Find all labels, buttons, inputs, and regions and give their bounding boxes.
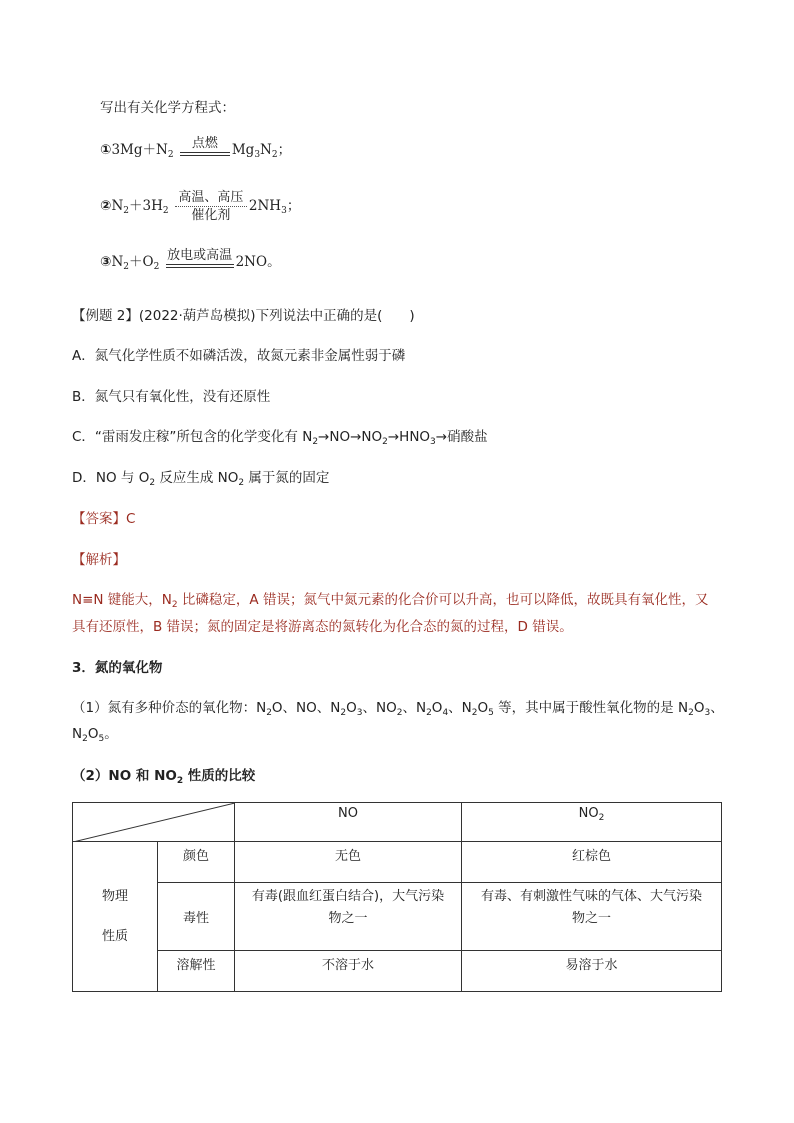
paragraph-1-line-2	[72, 722, 118, 742]
subscript: 2	[176, 776, 184, 786]
prop-cell: 颜色	[158, 842, 235, 883]
equation-1	[100, 136, 291, 158]
eq-left: ＋O	[128, 254, 154, 270]
option-text: 属于氮的固定	[244, 470, 330, 486]
analysis-text: 比磷稳定，A 错误；氮气中氮元素的化合价可以升高，也可以降低，故既具有氧化性，又	[177, 592, 709, 608]
para-text: O	[431, 700, 443, 716]
subscript: 2	[171, 600, 178, 610]
header-no2	[462, 803, 722, 842]
prop-cell: 溶解性	[158, 951, 235, 992]
no2-cell: 易溶于水	[462, 951, 722, 992]
condition-top: 点燃	[191, 136, 218, 151]
table-row	[73, 951, 722, 992]
eq-tail: ；	[286, 198, 301, 214]
group-label: 物理	[101, 888, 128, 904]
option-text: →HNO	[387, 429, 431, 445]
example-heading	[72, 304, 415, 324]
subscript: 3	[430, 437, 436, 447]
table-row	[73, 842, 722, 883]
para-text: 性质的比较	[183, 768, 256, 784]
subscript: 2	[382, 437, 388, 447]
answer-value: C	[126, 511, 136, 527]
no2-cell	[462, 883, 722, 951]
table-header-row	[73, 803, 722, 842]
reaction-condition	[164, 248, 236, 270]
eq-left: N	[111, 254, 124, 270]
para-text: N	[72, 726, 83, 742]
para-text: O	[693, 700, 705, 716]
analysis-label: 【解析】	[72, 552, 126, 568]
subscript: 5	[98, 734, 105, 744]
header-no	[235, 803, 462, 842]
intro-text: 写出有关化学方程式：	[100, 100, 235, 116]
equation-3	[100, 248, 281, 270]
para-text: O	[477, 700, 489, 716]
para-text: （1）氮有多种价态的氧化物：N	[72, 700, 267, 716]
para-text: 、	[710, 700, 724, 716]
table-row	[73, 883, 722, 951]
answer-label: 【答案】	[72, 511, 126, 527]
reaction-condition	[173, 190, 249, 223]
no-cell: 不溶于水	[235, 951, 462, 992]
subscript: 2	[312, 437, 319, 447]
analysis-text: N≡N 键能大，N	[72, 592, 172, 608]
group-label-cell	[73, 842, 158, 992]
option-text: D．NO 与 O	[72, 470, 150, 486]
eq-right: 2NO。	[235, 254, 281, 270]
condition-bottom: 催化剂	[191, 208, 231, 223]
para-text: （2）NO 和 NO	[72, 768, 177, 784]
eq-left: 3Mg＋N	[111, 142, 168, 158]
cell-text: 有毒(跟血红蛋白结合)，大气污染	[251, 889, 445, 904]
subscript: 2	[123, 262, 129, 272]
para-text: 。	[104, 726, 118, 742]
subscript: 2	[598, 813, 605, 823]
para-text: 、N	[402, 700, 427, 716]
cell-text: 有毒、有刺激性气味的气体、大气污染	[480, 889, 702, 904]
equation-2	[100, 190, 300, 223]
reaction-condition	[178, 136, 232, 158]
paragraph-1-line-1: （1）氮有多种价态的氧化物：$N_2O$、NO、$N_2O_3$、$NO_2$、$N_2O_4$、$N_2O_5$ 等，其中属于酸性氧化物的是 $N_2O_3$、	[72, 700, 724, 718]
option-b: B．氮气只有氧化性，没有还原性	[72, 389, 271, 405]
cell-text: 物之一	[571, 911, 611, 926]
answer-line	[72, 507, 135, 527]
section-title: 3．氮的氧化物	[72, 660, 163, 676]
eq-right: N	[260, 142, 272, 158]
option-text: C．“雷雨发庄稼”所包含的化学变化有 N	[72, 429, 313, 445]
reversible-bar	[175, 206, 247, 207]
analysis-line-1	[72, 588, 708, 608]
option-text: →NO→NO	[318, 429, 383, 445]
subscript: 2	[82, 734, 88, 744]
eq-tail: ；	[277, 142, 292, 158]
cell-text: 物之一	[328, 911, 368, 926]
para-text: O、NO、N	[271, 700, 341, 716]
header-text: NO	[578, 806, 599, 821]
subscript: 2	[162, 206, 169, 216]
comparison-table	[72, 802, 722, 992]
subscript: 2	[167, 150, 174, 160]
diagonal-line	[73, 803, 235, 842]
condition-top: 高温、高压	[178, 190, 244, 205]
example-question: (2022·葫芦岛模拟)下列说法中正确的是( )	[138, 308, 415, 324]
no2-cell: 红棕色	[462, 842, 722, 883]
no-cell: 无色	[235, 842, 462, 883]
subscript: 3	[281, 206, 287, 216]
eq-left: ＋3H	[128, 198, 163, 214]
option-text: 反应生成 NO	[155, 470, 239, 486]
para-text: 、NO	[362, 700, 397, 716]
eq-number: ①	[100, 142, 112, 158]
no-cell	[235, 883, 462, 951]
paragraph-2	[72, 764, 255, 784]
eq-left: N	[111, 198, 124, 214]
analysis-line-2: 具有还原性，B 错误；氮的固定是将游离态的氮转化为化合态的氮的过程，D 错误。	[72, 619, 573, 635]
option-c	[72, 425, 488, 445]
diagonal-header-cell	[73, 803, 235, 842]
group-label: 性质	[101, 928, 128, 944]
subscript: 3	[254, 150, 261, 160]
subscript: 2	[123, 206, 129, 216]
subscript: 2	[149, 478, 156, 488]
para-text: 等，其中属于酸性氧化物的是 N	[493, 700, 689, 716]
subscript: 2	[271, 150, 278, 160]
eq-right: Mg	[231, 142, 255, 158]
equal-bar	[166, 264, 234, 268]
prop-cell: 毒性	[158, 883, 235, 951]
header-text: NO	[338, 806, 358, 821]
subscript: 2	[238, 478, 245, 488]
eq-right: 2NH	[248, 198, 282, 214]
eq-number: ③	[100, 254, 112, 270]
option-d	[72, 466, 329, 486]
example-label: 【例题 2】	[72, 308, 139, 324]
option-text: →硝酸盐	[435, 429, 488, 445]
option-a: A．氮气化学性质不如磷活泼，故氮元素非金属性弱于磷	[72, 348, 406, 364]
para-text: 、N	[448, 700, 472, 716]
para-text: O	[87, 726, 99, 742]
eq-number: ②	[100, 198, 112, 214]
equal-bar	[180, 152, 230, 156]
subscript: 2	[153, 262, 160, 272]
para-text: O	[346, 700, 357, 716]
condition-top: 放电或高温	[167, 248, 233, 263]
